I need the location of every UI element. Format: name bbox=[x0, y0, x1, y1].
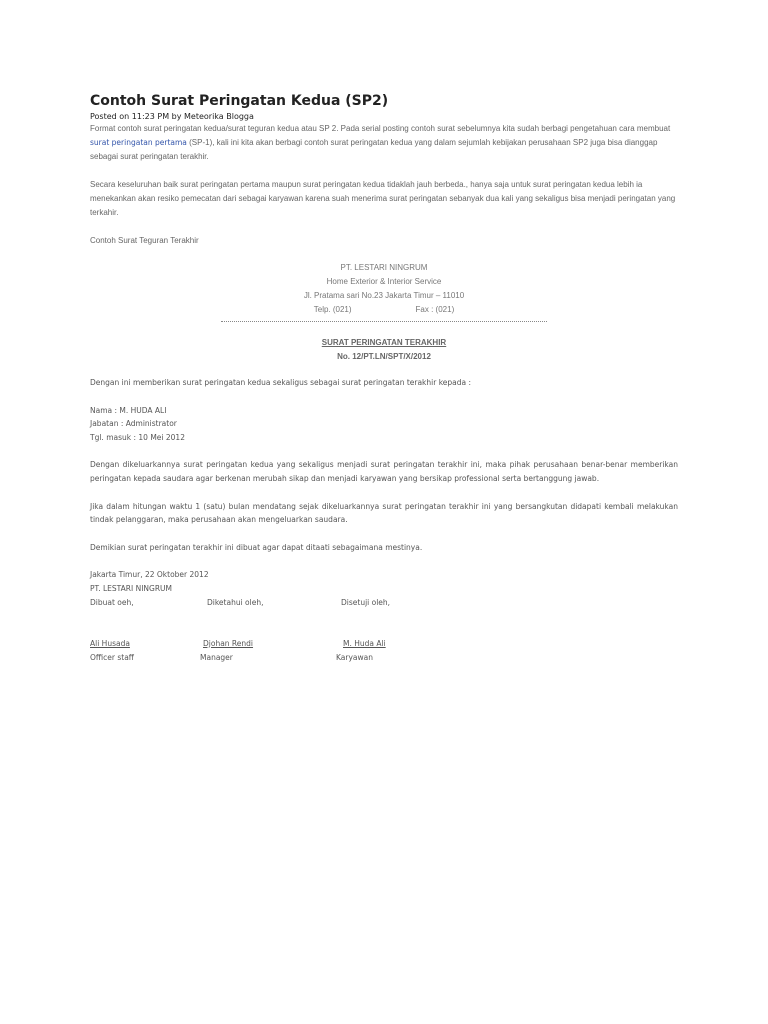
company-address: Jl. Pratama sari No.23 Jakarta Timur – 11010 bbox=[303, 291, 465, 300]
made-by-label: Dibuat oeh, bbox=[90, 597, 134, 607]
signer-1-name: Ali Husada bbox=[90, 638, 130, 648]
letter-place-date: Jakarta Timur, 22 Oktober 2012 bbox=[90, 570, 209, 580]
company-tagline: Home Exterior & Interior Service bbox=[326, 277, 442, 286]
known-by-label: Diketahui oleh, bbox=[207, 597, 264, 607]
employee-position: Jabatan : Administrator bbox=[90, 419, 177, 429]
signer-1-role: Officer staff bbox=[90, 652, 134, 662]
letterhead bbox=[90, 261, 678, 322]
letter-closing: Demikian surat peringatan terakhir ini dibuat agar dapat ditaati sebagaimana mestinya. bbox=[90, 542, 423, 552]
intro-subheading: Contoh Surat Teguran Terakhir bbox=[90, 236, 199, 245]
company-telp: Telp. (021) bbox=[313, 305, 352, 314]
intro-paragraph-1: Format contoh surat peringatan kedua/surat teguran kedua atau SP 2. Pada serial posting contoh surat sebelumnya kita sudah berbagi pengetahuan cara membuat surat peringatan pertama (SP-1), kali ini kita akan berbagi contoh surat peringatan kedua yang dalam sejumlah kebijakan perusahaan SP2 juga bisa dianggap sebagai surat peringatan terakhir. bbox=[90, 124, 671, 161]
company-contacts bbox=[90, 303, 678, 317]
signer-3-name: M. Huda Ali bbox=[343, 638, 386, 648]
approved-by-label: Disetuji oleh, bbox=[341, 597, 391, 607]
letter-paragraph-1: Dengan dikeluarkannya surat peringatan kedua yang sekaligus menjadi surat peringatan terakhir ini, maka pihak perusahaan benar-benar memberikan peringatan kepada saudara agar berkenan merubah sikap dan menjadi karyawan yang bersikap professional serta bertanggung jawab. bbox=[90, 460, 678, 483]
signature-roles bbox=[90, 651, 678, 665]
signature-names bbox=[90, 637, 678, 651]
intro-paragraph-2: Secara keseluruhan baik surat peringatan pertama maupun surat peringatan kedua tidaklah jauh berbeda., hanya saja untuk surat peringatan kedua lebih ia menekankan akan resiko pemecatan dari sebagai karyawan karena suah menerima surat peringatan sebanyak dua kali yang sekaligus bisa menjadi peringatan yang terkahir. bbox=[90, 180, 676, 217]
dotted-divider bbox=[221, 321, 547, 322]
signature-labels bbox=[90, 596, 678, 610]
letter-title: SURAT PERINGATAN TERAKHIR bbox=[321, 338, 447, 347]
article bbox=[90, 92, 678, 665]
link-surat-peringatan-pertama[interactable]: surat peringatan pertama bbox=[90, 138, 187, 147]
company-fax: Fax : (021) bbox=[415, 305, 455, 314]
employee-join-date: Tgl. masuk : 10 Mei 2012 bbox=[90, 432, 185, 442]
post-meta: Posted on 11:23 PM by Meteorika Blogga bbox=[90, 112, 254, 121]
signer-2-name: Djohan Rendi bbox=[203, 638, 254, 648]
letter-body bbox=[90, 376, 678, 665]
post-intro bbox=[90, 122, 678, 248]
post-title: Contoh Surat Peringatan Kedua (SP2) bbox=[90, 93, 389, 109]
employee-name: Nama : M. HUDA ALI bbox=[90, 405, 167, 415]
signer-3-role: Karyawan bbox=[336, 652, 373, 662]
letter-number: No. 12/PT.LN/SPT/X/2012 bbox=[337, 352, 431, 361]
signer-2-role: Manager bbox=[200, 652, 233, 662]
company-name: PT. LESTARI NINGRUM bbox=[340, 263, 428, 272]
letter-heading bbox=[90, 336, 678, 364]
letter-paragraph-2: Jika dalam hitungan waktu 1 (satu) bulan mendatang sejak dikeluarkannya surat peringatan terakhir ini yang bersangkutan didapati kembali melakukan tindak pelanggaran, maka perusahaan akan mengeluarkan saudara. bbox=[90, 501, 678, 525]
letter-opening: Dengan ini memberikan surat peringatan kedua sekaligus sebagai surat peringatan terakhir kepada : bbox=[90, 378, 472, 387]
letter-company-sign: PT. LESTARI NINGRUM bbox=[90, 583, 173, 593]
